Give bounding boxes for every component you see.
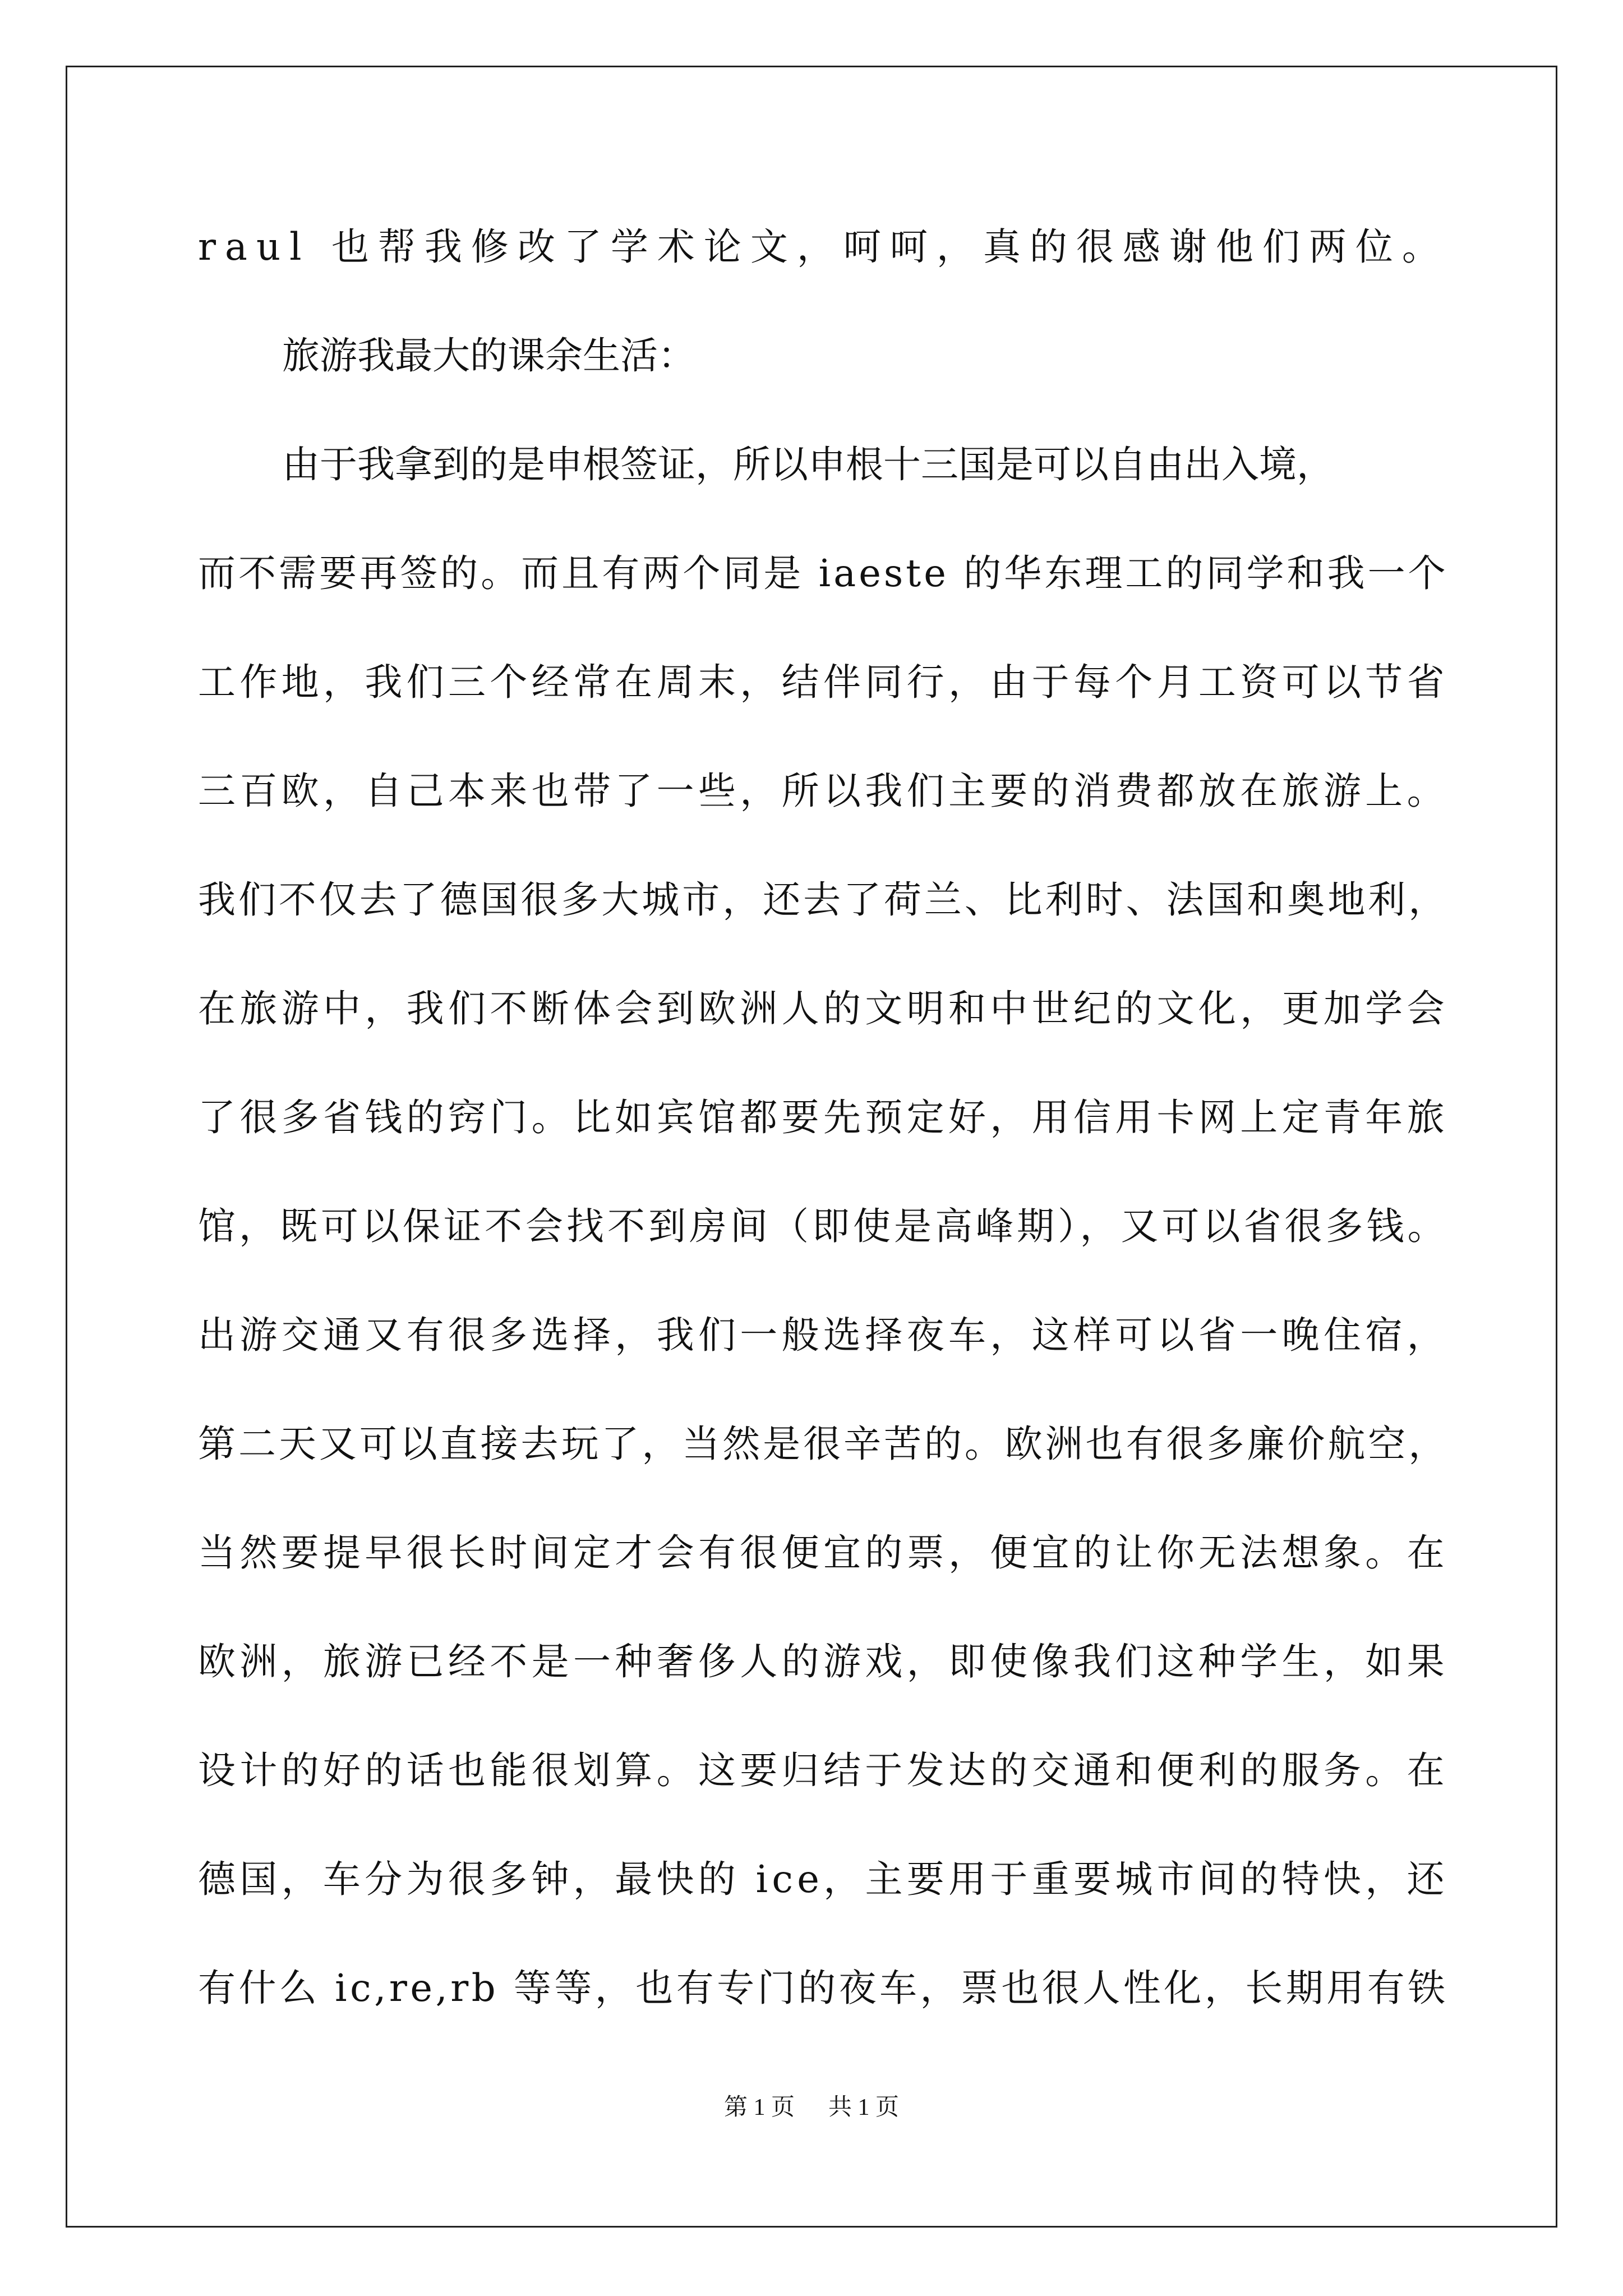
- text-line: 德国，车分为很多钟，最快的 ice，主要用于重要城市间的特快，还: [198, 1857, 1449, 1901]
- page-border: [66, 66, 1557, 2228]
- text-line: 欧洲，旅游已经不是一种奢侈人的游戏，即使像我们这种学生，如果: [198, 1640, 1449, 1683]
- text-line: 馆，既可以保证不会找不到房间（即使是高峰期），又可以省很多钱。: [198, 1204, 1449, 1248]
- text-line: 当然要提早很长时间定才会有很便宜的票，便宜的让你无法想象。在: [198, 1531, 1449, 1575]
- page-footer: [0, 2093, 1623, 2122]
- text-line: 出游交通又有很多选择，我们一般选择夜车，这样可以省一晚住宿，: [198, 1313, 1449, 1357]
- text-line: 三百欧，自己本来也带了一些，所以我们主要的消费都放在旅游上。: [198, 769, 1449, 813]
- text-line: 我们不仅去了德国很多大城市，还去了荷兰、比利时、法国和奥地利，: [198, 878, 1449, 922]
- paragraph-first-line: 由于我拿到的是申根签证，所以申根十三国是可以自由出入境，: [282, 443, 1334, 486]
- section-heading: 旅游我最大的课余生活：: [282, 334, 695, 378]
- text-line: 工作地，我们三个经常在周末，结伴同行，由于每个月工资可以节省: [198, 660, 1449, 704]
- text-line: 有什么 ic,re,rb 等等，也有专门的夜车，票也很人性化，长期用有铁: [198, 1966, 1449, 2010]
- text-line: 在旅游中，我们不断体会到欧洲人的文明和中世纪的文化，更加学会: [198, 987, 1449, 1030]
- text-line: 第二天又可以直接去玩了，当然是很辛苦的。欧洲也有很多廉价航空，: [198, 1422, 1449, 1466]
- text-line: 设计的好的话也能很划算。这要归结于发达的交通和便利的服务。在: [198, 1749, 1449, 1792]
- text-line: raul 也帮我修改了学术论文，呵呵，真的很感谢他们两位。: [198, 225, 1449, 269]
- text-line: 了很多省钱的窍门。比如宾馆都要先预定好，用信用卡网上定青年旅: [198, 1096, 1449, 1139]
- page-number: 第 1 页: [723, 2095, 795, 2120]
- text-line: 而不需要再签的。而且有两个同是 iaeste 的华东理工的同学和我一个: [198, 551, 1449, 595]
- page-total: 共 1 页: [828, 2095, 900, 2120]
